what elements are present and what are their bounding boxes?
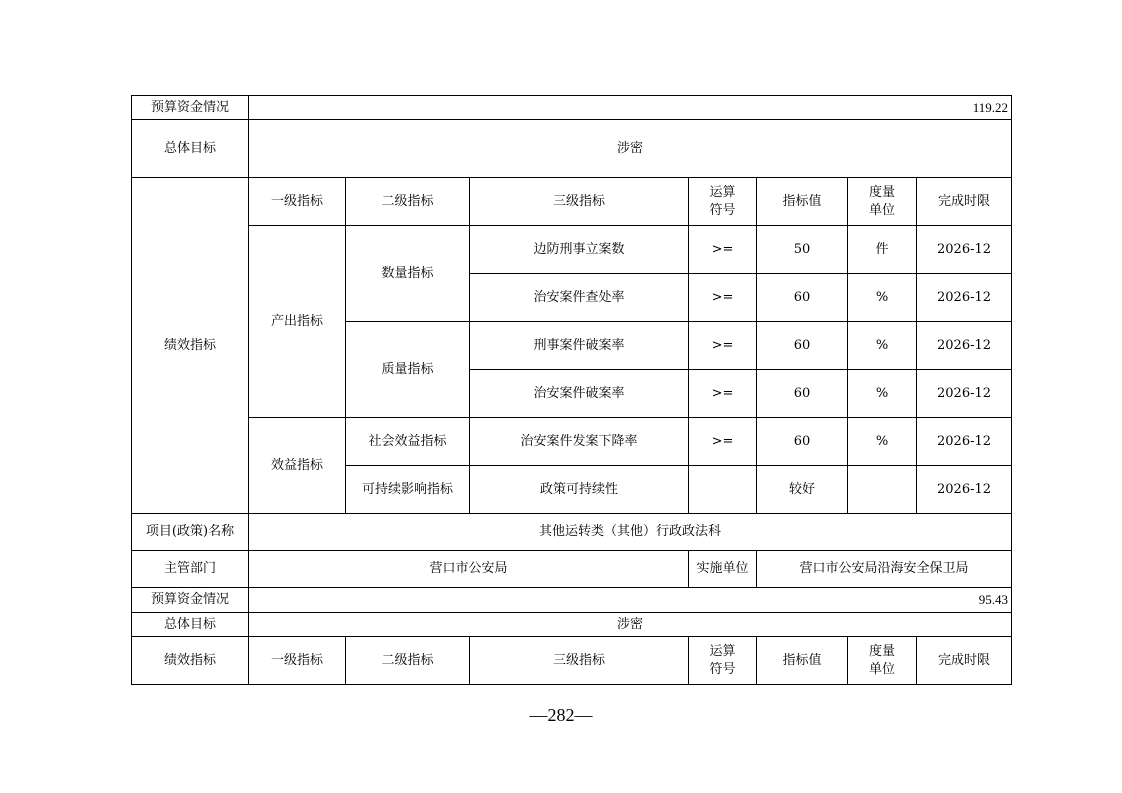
- indicator-unit: %: [848, 370, 917, 418]
- indicator-deadline: 2026-12: [917, 274, 1012, 322]
- header-value: 指标值: [757, 178, 848, 226]
- overall-goal-value: 涉密: [249, 613, 1012, 637]
- budget-value: 119.22: [249, 96, 1012, 120]
- indicator-deadline: 2026-12: [917, 226, 1012, 274]
- group-social: 社会效益指标: [346, 418, 470, 466]
- indicator-name: 治安案件破案率: [470, 370, 689, 418]
- overall-goal-label: 总体目标: [132, 613, 249, 637]
- indicator-name: 政策可持续性: [470, 466, 689, 514]
- indicator-operator: >=: [689, 322, 757, 370]
- department-label: 主管部门: [132, 551, 249, 588]
- header-level1: 一级指标: [249, 637, 346, 685]
- group-sustain: 可持续影响指标: [346, 466, 470, 514]
- header-level3: 三级指标: [470, 178, 689, 226]
- header-unit-line1: 度量: [868, 184, 895, 200]
- header-operator-line1: 运算: [709, 184, 736, 200]
- indicator-name: 刑事案件破案率: [470, 322, 689, 370]
- indicator-operator: >=: [689, 226, 757, 274]
- indicator-deadline: 2026-12: [917, 418, 1012, 466]
- header-unit: [848, 637, 917, 685]
- table-row: [132, 226, 1012, 274]
- indicator-value: 50: [757, 226, 848, 274]
- department-value: 营口市公安局: [249, 551, 689, 588]
- header-deadline: 完成时限: [917, 178, 1012, 226]
- header-operator-line1: 运算: [709, 643, 736, 659]
- indicator-value: 60: [757, 418, 848, 466]
- indicator-deadline: 2026-12: [917, 466, 1012, 514]
- header-level2: 二级指标: [346, 637, 470, 685]
- indicator-operator: >=: [689, 418, 757, 466]
- page-number: —282—: [529, 705, 593, 725]
- overall-goal-value: 涉密: [249, 120, 1012, 178]
- indicator-deadline: 2026-12: [917, 370, 1012, 418]
- indicator-operator: >=: [689, 370, 757, 418]
- header-operator: [689, 178, 757, 226]
- header-unit: [848, 178, 917, 226]
- indicator-value: 60: [757, 370, 848, 418]
- budget-performance-table: [131, 95, 1012, 685]
- implementing-unit-label: 实施单位: [689, 551, 757, 588]
- budget-label: 预算资金情况: [132, 96, 249, 120]
- indicator-operator: [689, 466, 757, 514]
- header-unit-line1: 度量: [868, 643, 895, 659]
- project-name-label: 项目(政策)名称: [132, 514, 249, 551]
- indicator-unit: 件: [848, 226, 917, 274]
- indicator-deadline: 2026-12: [917, 322, 1012, 370]
- overall-goal-label: 总体目标: [132, 120, 249, 178]
- indicator-name: 治安案件查处率: [470, 274, 689, 322]
- indicator-value: 较好: [757, 466, 848, 514]
- indicator-value: 60: [757, 322, 848, 370]
- header-operator: [689, 637, 757, 685]
- implementing-unit-value: 营口市公安局沿海安全保卫局: [757, 551, 1012, 588]
- header-level2: 二级指标: [346, 178, 470, 226]
- indicator-unit: %: [848, 418, 917, 466]
- indicator-unit: [848, 466, 917, 514]
- group-quality: 质量指标: [346, 322, 470, 418]
- header-value: 指标值: [757, 637, 848, 685]
- group-quantity: 数量指标: [346, 226, 470, 322]
- indicator-unit: %: [848, 274, 917, 322]
- budget-label: 预算资金情况: [132, 588, 249, 613]
- header-unit-line2: 单位: [868, 202, 895, 218]
- header-level3: 三级指标: [470, 637, 689, 685]
- performance-label: 绩效指标: [132, 637, 249, 685]
- group-benefit: 效益指标: [249, 418, 346, 514]
- header-unit-line2: 单位: [868, 661, 895, 677]
- indicator-value: 60: [757, 274, 848, 322]
- performance-label: 绩效指标: [132, 178, 249, 514]
- group-output: 产出指标: [249, 226, 346, 418]
- indicator-name: 治安案件发案下降率: [470, 418, 689, 466]
- indicator-operator: >=: [689, 274, 757, 322]
- budget-value: 95.43: [249, 588, 1012, 613]
- indicator-name: 边防刑事立案数: [470, 226, 689, 274]
- header-deadline: 完成时限: [917, 637, 1012, 685]
- header-operator-line2: 符号: [709, 202, 736, 218]
- header-operator-line2: 符号: [709, 661, 736, 677]
- header-level1: 一级指标: [249, 178, 346, 226]
- indicator-unit: %: [848, 322, 917, 370]
- table-row: [132, 418, 1012, 466]
- project-name-value: 其他运转类（其他）行政政法科: [249, 514, 1012, 551]
